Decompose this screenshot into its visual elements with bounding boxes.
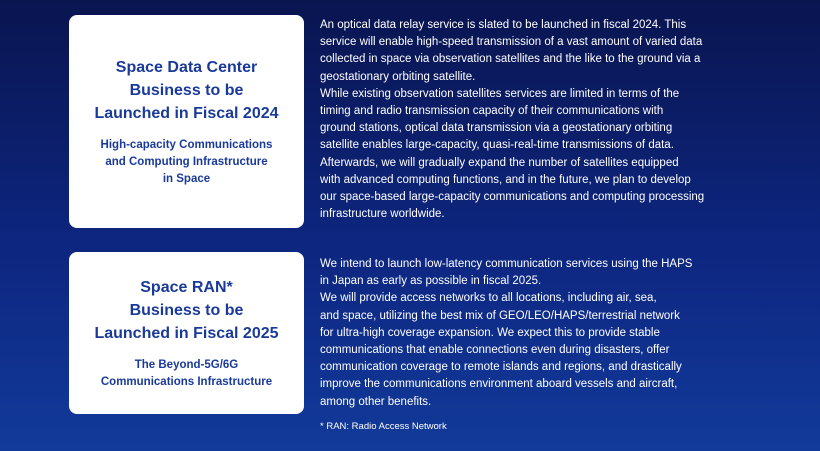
body-line: our space-based large-capacity communications and computing processing (320, 191, 705, 204)
title-line: Business to be (129, 81, 244, 99)
subtitle-line: High-capacity Communications (100, 138, 273, 151)
body-line: While existing observation satellites services are limited in terms of the (320, 87, 680, 100)
subtitle-line: Communications Infrastructure (100, 375, 273, 388)
body-line: Afterwards, we will gradually expand the number of satellites equipped (320, 156, 679, 169)
body-line: among other benefits. (320, 395, 432, 408)
body-line: communications that enable connections even during disasters, offer (320, 344, 670, 357)
card-subtitle (101, 137, 273, 188)
body-line: in Japan as early as possible in fiscal 2025. (320, 275, 542, 288)
body-line: collected in space via observation satellites and the like to the ground via a (320, 53, 701, 66)
space-data-center-card (69, 15, 304, 228)
card-title (94, 276, 278, 345)
title-line: Space RAN* (140, 278, 233, 296)
subtitle-line: in Space (162, 172, 211, 185)
subtitle-line: and Computing Infrastructure (105, 155, 268, 168)
card-title (94, 56, 278, 125)
body-line: geostationary orbiting satellite. (320, 70, 476, 83)
title-line: Launched in Fiscal 2025 (94, 324, 279, 342)
body-line: timing and radio transmission capacity of their communications with (320, 105, 664, 118)
body-line: infrastructure worldwide. (320, 208, 445, 221)
subtitle-line: The Beyond-5G/6G (134, 358, 239, 371)
space-ran-card (69, 252, 304, 414)
body-line: for ultra-high coverage expansion. We expect this to provide stable (320, 326, 660, 339)
body-line: ground stations, optical data transmission via a geostationary orbiting (320, 122, 673, 135)
body-line: satellite enables large-capacity, quasi-real-time transmissions of data. (320, 139, 674, 152)
body-line: and space, utilizing the best mix of GEO/LEO/HAPS/terrestrial network (320, 309, 680, 322)
card-subtitle (101, 357, 272, 391)
space-data-center-description (320, 17, 760, 223)
body-line: An optical data relay service is slated to be launched in fiscal 2024. This (320, 19, 687, 31)
space-ran-description (320, 256, 760, 411)
body-line: communication coverage to remote islands and regions, and drastically (320, 361, 682, 374)
body-line: We intend to launch low-latency communication services using the HAPS (320, 258, 693, 270)
body-line: improve the communications environment aboard vessels and aircraft, (320, 378, 678, 391)
footnote: * RAN: Radio Access Network (320, 421, 447, 432)
title-line: Launched in Fiscal 2024 (94, 104, 279, 122)
body-line: We will provide access networks to all locations, including air, sea, (320, 292, 657, 305)
title-line: Space Data Center (115, 58, 258, 76)
body-line: service will enable high-speed transmission of a vast amount of varied data (320, 36, 703, 49)
title-line: Business to be (129, 301, 244, 319)
body-line: with advanced computing functions, and in the future, we plan to develop (320, 173, 691, 186)
